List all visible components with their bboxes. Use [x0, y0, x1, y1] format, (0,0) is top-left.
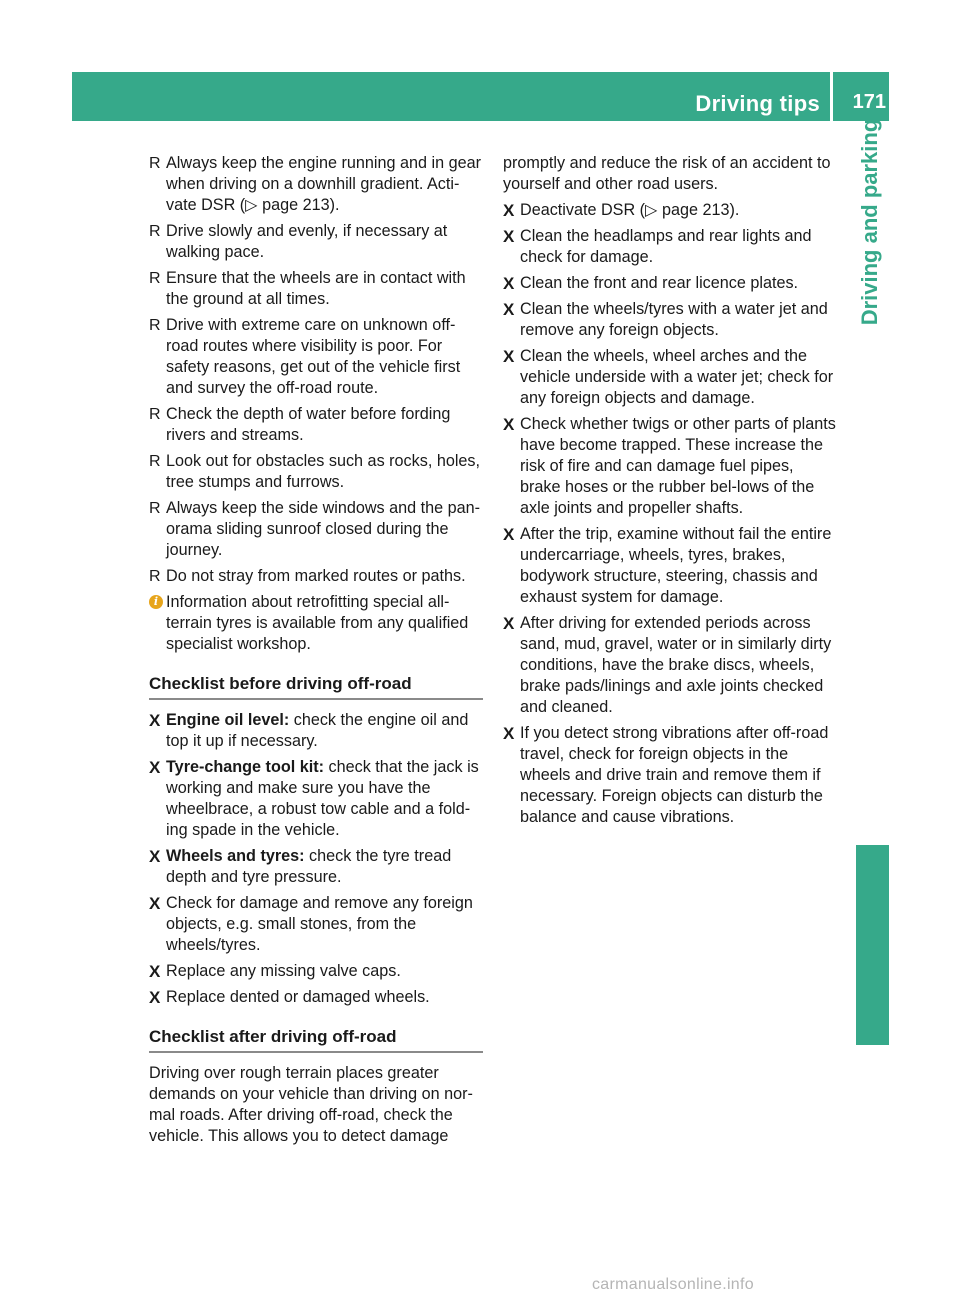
step-item: X Wheels and tyres: check the tyre tread depth and tyre pressure.	[149, 847, 452, 886]
section-heading: Checklist before driving off-road	[149, 673, 483, 700]
step-arrow-icon: X	[503, 227, 515, 246]
step-item: X Clean the wheels, wheel arches and the vehicle underside with a water jet; check for any foreign objects and damage.	[503, 347, 834, 407]
list-item: R Drive with extreme care on unknown off-road routes where visibility is poor. For safety reasons, get out of the vehicle first and survey the off-road route.	[149, 316, 461, 397]
bullet-icon: R	[149, 270, 161, 287]
step-arrow-icon: X	[149, 962, 161, 981]
header-divider	[830, 72, 833, 121]
step-item: X Tyre-change tool kit: check that the jack is working and make sure you have the wheelbrace, a robust tow cable and a fold-ing spade in the vehicle.	[149, 758, 479, 839]
bullet-icon: R	[149, 317, 161, 334]
paragraph: Driving over rough terrain places greater demands on your vehicle than driving on nor-mal roads. After driving off-road, check the vehicle. This allows you to detect damage	[149, 1064, 473, 1145]
step-arrow-icon: X	[149, 988, 161, 1007]
bullet-icon: R	[149, 453, 161, 470]
list-item: R Check the depth of water before fording rivers and streams.	[149, 405, 451, 444]
step-item: X After driving for extended periods across sand, mud, gravel, water or in similarly dirty conditions, have the brake discs, wheels, brake pads/linings and axle joints checked and cleaned.	[503, 614, 832, 716]
list-item: R Drive slowly and evenly, if necessary at walking pace.	[149, 222, 448, 261]
step-item: X Replace dented or damaged wheels.	[149, 988, 430, 1007]
step-arrow-icon: X	[149, 758, 161, 777]
paragraph: promptly and reduce the risk of an accident to yourself and other road users.	[503, 154, 831, 193]
step-arrow-icon: X	[503, 300, 515, 319]
list-item: R Always keep the side windows and the pan-orama sliding sunroof closed during the journey.	[149, 499, 481, 559]
step-arrow-icon: X	[503, 724, 515, 743]
step-arrow-icon: X	[149, 894, 161, 913]
bullet-icon: R	[149, 500, 161, 517]
page-header-title: Driving tips	[695, 91, 820, 116]
page-number: 171	[852, 91, 886, 113]
step-item: X If you detect strong vibrations after off-road travel, check for foreign objects in the wheels and drive train and remove them if necessary. Foreign objects can disturb the balance and cause vibrations.	[503, 724, 829, 826]
step-arrow-icon: X	[503, 525, 515, 544]
bullet-icon: R	[149, 223, 161, 240]
list-item: R Always keep the engine running and in gear when driving on a downhill gradient. Acti-vate DSR (▷ page 213).	[149, 154, 481, 214]
step-arrow-icon: X	[149, 847, 161, 866]
list-item: R Look out for obstacles such as rocks, holes, tree stumps and furrows.	[149, 452, 481, 491]
step-arrow-icon: X	[503, 201, 515, 220]
info-icon: i	[149, 595, 163, 609]
step-arrow-icon: X	[503, 274, 515, 293]
step-item: X Deactivate DSR (▷ page 213).	[503, 201, 740, 220]
step-arrow-icon: X	[503, 347, 515, 366]
step-arrow-icon: X	[503, 614, 515, 633]
right-column	[503, 153, 836, 833]
section-heading: Checklist after driving off-road	[149, 1026, 483, 1053]
step-item: X Check whether twigs or other parts of plants have become trapped. These increase the risk of fire and can damage fuel pipes, brake hoses or the rubber bel-lows of the axle joints and propeller shafts.	[503, 415, 836, 517]
left-column	[149, 153, 483, 1152]
footer-watermark: carmanualsonline.info	[592, 1276, 754, 1293]
bullet-icon: R	[149, 406, 161, 423]
section-tab-marker	[856, 845, 889, 1045]
list-item: R Ensure that the wheels are in contact with the ground at all times.	[149, 269, 466, 308]
bullet-icon: R	[149, 568, 161, 585]
bullet-icon: R	[149, 155, 161, 172]
step-item: X Clean the front and rear licence plates.	[503, 274, 799, 293]
step-item: X Check for damage and remove any foreign objects, e.g. small stones, from the wheels/tyres.	[149, 894, 473, 954]
step-item: X Clean the wheels/tyres with a water jet and remove any foreign objects.	[503, 300, 828, 339]
step-item: X Replace any missing valve caps.	[149, 962, 401, 981]
step-arrow-icon: X	[503, 415, 515, 434]
step-item: X After the trip, examine without fail the entire undercarriage, wheels, tyres, brakes, bodywork structure, steering, chassis and exhaust system for damage.	[503, 525, 832, 606]
list-item: R Do not stray from marked routes or paths.	[149, 567, 466, 585]
section-tab-label: Driving and parking	[857, 118, 882, 326]
info-note: i Information about retrofitting special all-terrain tyres is available from any qualified specialist workshop.	[149, 592, 483, 655]
header-bar	[72, 72, 889, 121]
step-arrow-icon: X	[149, 711, 161, 730]
step-item: X Engine oil level: check the engine oil and top it up if necessary.	[149, 711, 469, 750]
step-item: X Clean the headlamps and rear lights and check for damage.	[503, 227, 812, 266]
